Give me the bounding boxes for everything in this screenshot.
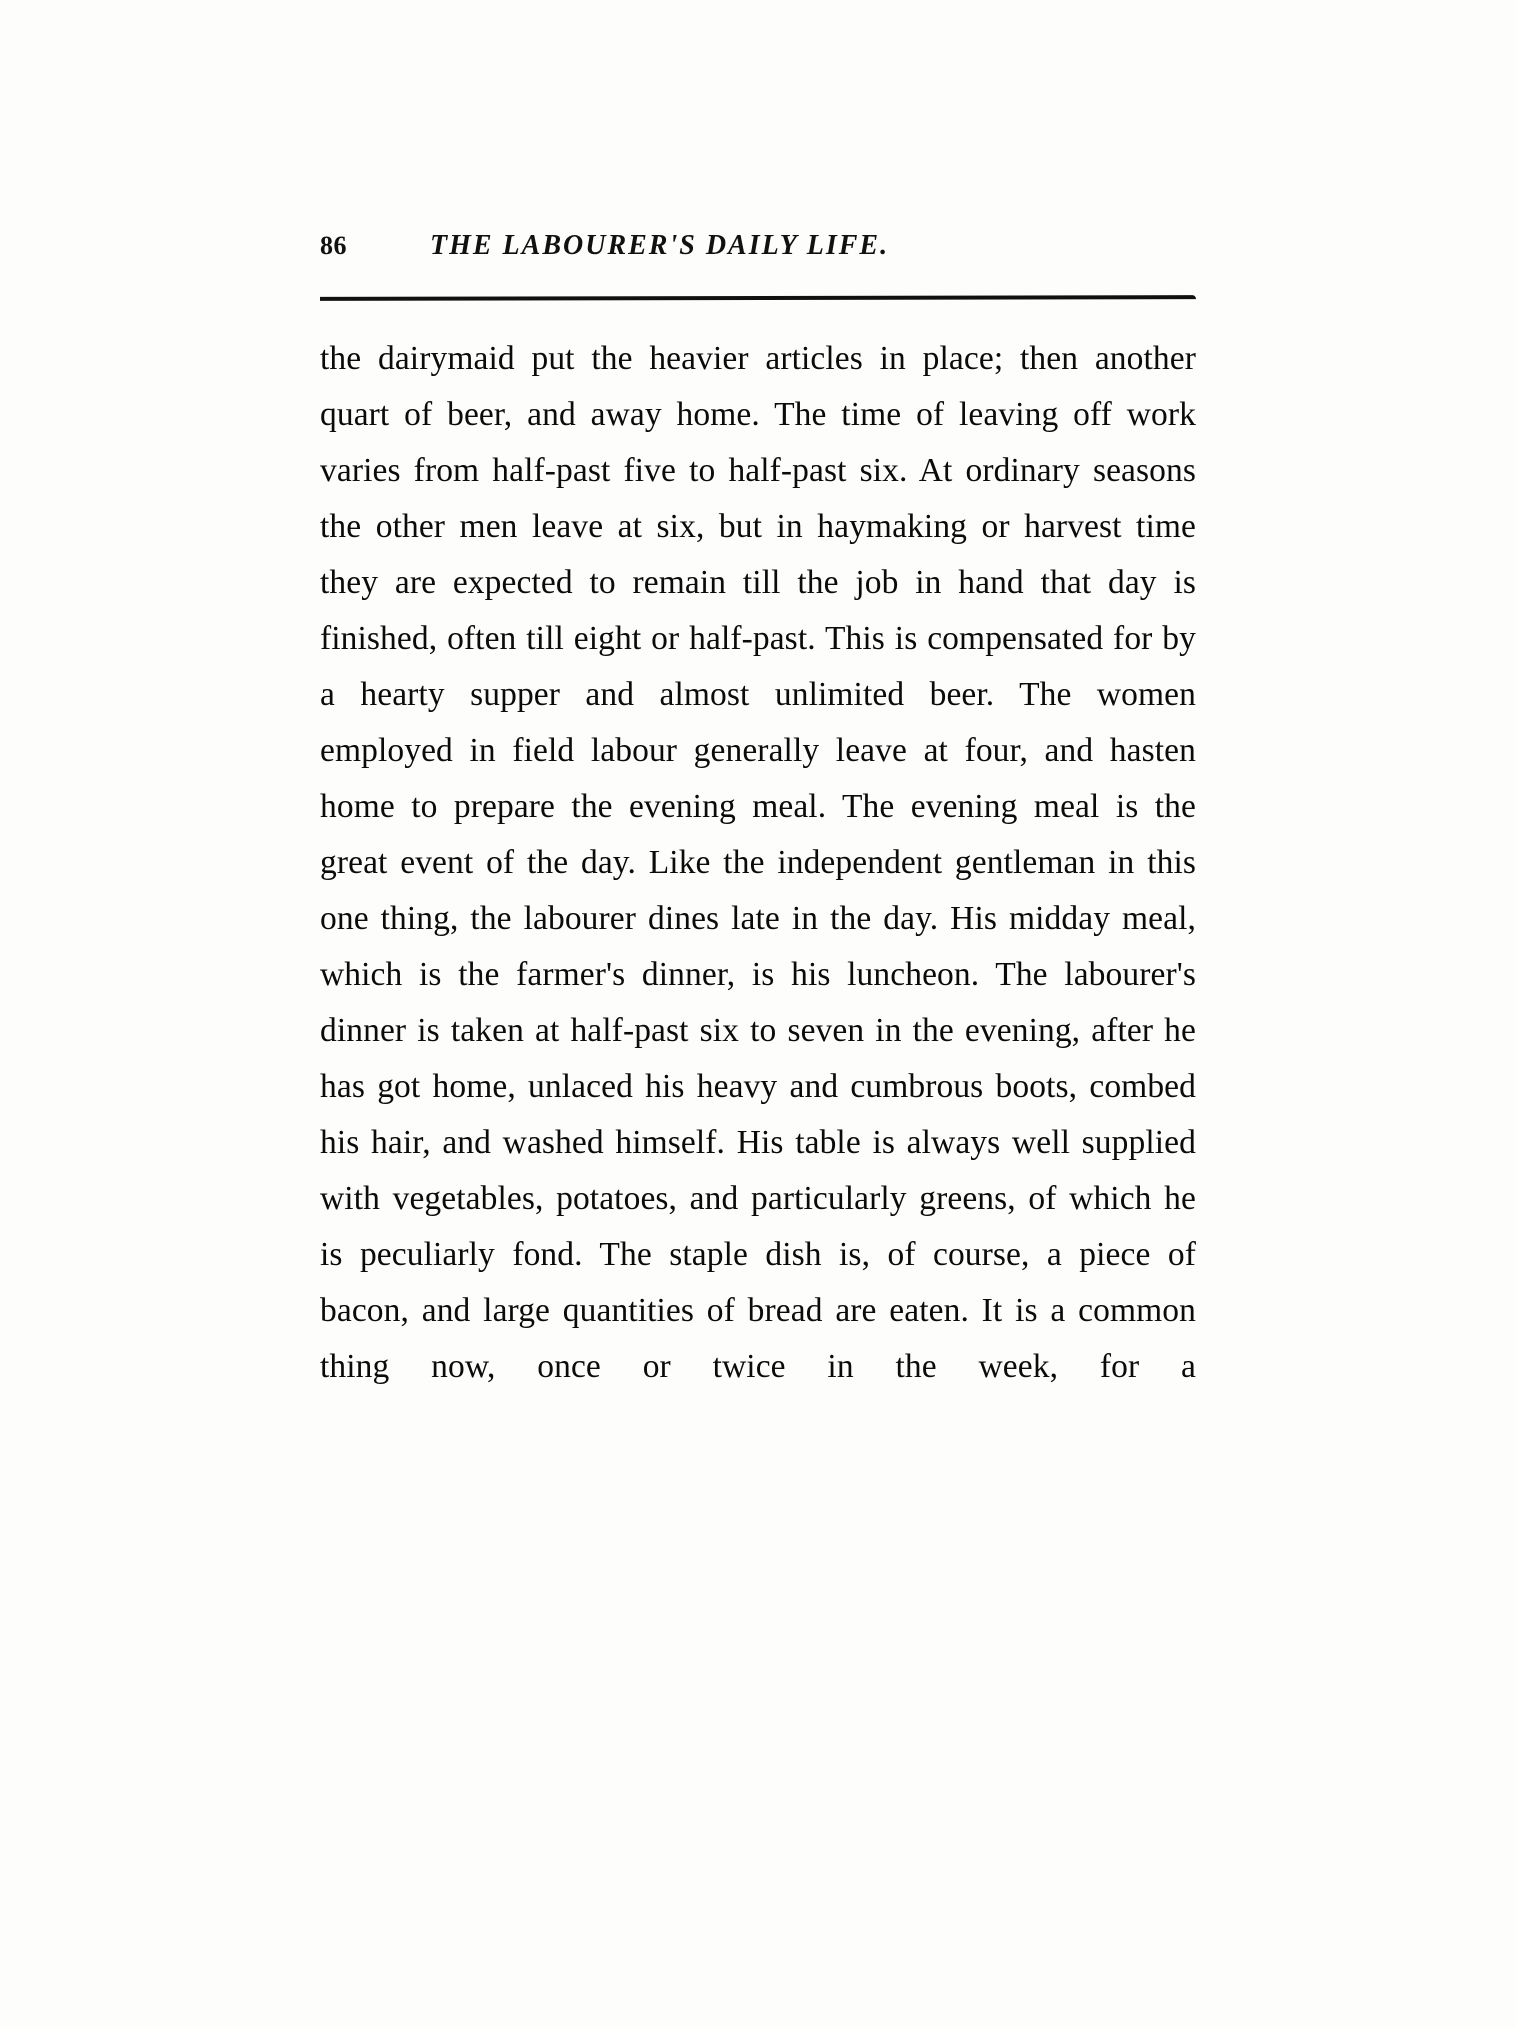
page-header [320, 230, 1200, 274]
header-rule [320, 294, 1196, 301]
page-number: 86 [320, 231, 347, 260]
running-head: THE LABOURER'S DAILY LIFE. [430, 230, 890, 261]
body-text [320, 331, 1196, 1451]
page-content-area [320, 230, 1200, 1451]
body-paragraph: the dairymaid put the heavier articles in place; then another quart of beer, and away home. The time of leaving off work varies from half-past five to half-past six. At ordinary seasons the other men leave at six, but in haymaking or harvest time they are expected to remain till the job in hand that day is finished, often till eight or half-past. This is compensated for by a hearty supper and almost unlimited beer. The women employed in field labour generally leave at four, and hasten home to prepare the evening meal. The evening meal is the great event of the day. Like the independent gentleman in this one thing, the labourer dines late in the day. His midday meal, which is the farmer's dinner, is his luncheon. The labourer's dinner is taken at half-past six to seven in the evening, after he has got home, unlaced his heavy and cumbrous boots, combed his hair, and washed himself. His table is always well supplied with vegetables, potatoes, and particularly greens, of which he is peculiarly fond. The staple dish is, of course, a piece of bacon, and large quantities of bread are eaten. It is a common thing now, once or twice in the week, for a [320, 340, 1196, 1385]
